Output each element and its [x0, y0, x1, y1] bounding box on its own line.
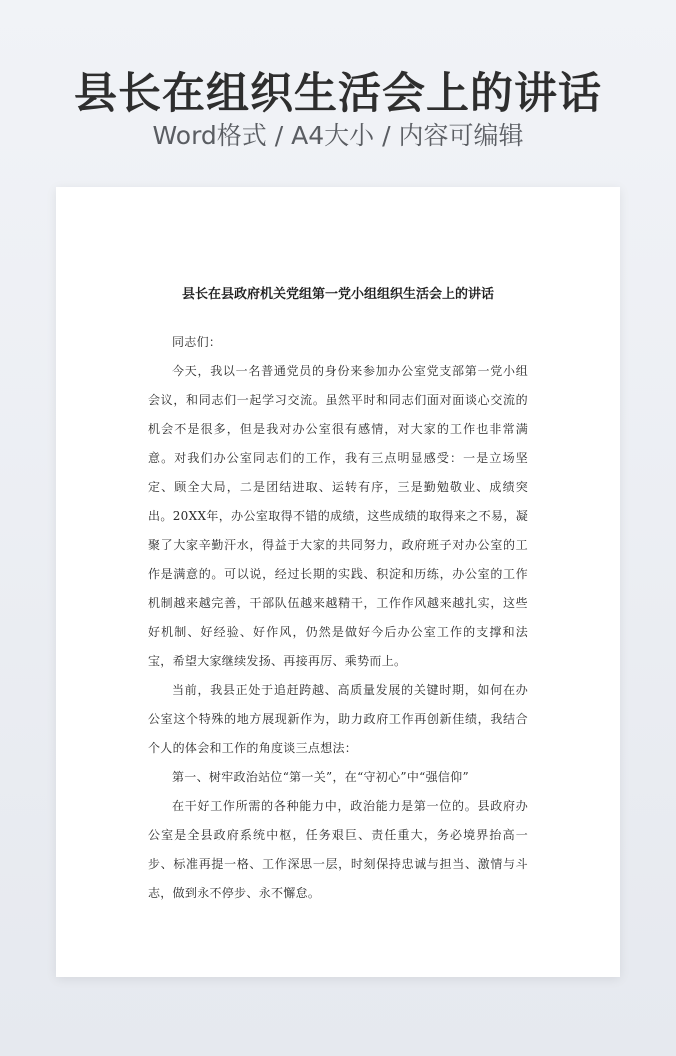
- document-body: [148, 328, 528, 908]
- salutation-paragraph: 同志们：: [172, 335, 222, 349]
- body-paragraph: 当前，我县正处于追赶跨越、高质量发展的关键时期，如何在办公室这个特殊的地方展现新作为，助力政府工作再创新佳绩，我结合个人的体会和工作的角度谈三点想法：: [148, 683, 528, 755]
- document-title: 县长在县政府机关党组第一党小组组织生活会上的讲话: [181, 287, 494, 302]
- page-subtitle: Word格式 / A4大小 / 内容可编辑: [152, 121, 524, 150]
- document-page: [56, 187, 620, 977]
- page-title: 县长在组织生活会上的讲话: [74, 69, 602, 119]
- body-paragraph: 今天，我以一名普通党员的身份来参加办公室党支部第一党小组会议，和同志们一起学习交流。虽然平时和同志们面对面谈心交流的机会不是很多，但是我对办公室很有感情，对大家的工作也非常满意。对我们办公室同志们的工作，我有三点明显感受：一是立场坚定、顾全大局，二是团结进取、运转有序，三是勤勉敬业、成绩突出。20XX年，办公室取得不错的成绩，这些成绩的取得来之不易，凝聚了大家辛勤汗水，得益于大家的共同努力，政府班子对办公室的工作是满意的。可以说，经过长期的实践、积淀和历练，办公室的工作机制越来越完善，干部队伍越来越精干，工作作风越来越扎实，这些好机制、好经验、好作风，仍然是做好今后办公室工作的支撑和法宝，希望大家继续发扬、再接再厉、乘势而上。: [148, 364, 528, 668]
- section-heading: 第一、树牢政治站位“第一关”，在“守初心”中“强信仰”: [172, 770, 469, 784]
- body-paragraph: 在干好工作所需的各种能力中，政治能力是第一位的。县政府办公室是全县政府系统中枢，任务艰巨、责任重大，务必境界抬高一步、标准再提一格、工作深思一层，时刻保持忠诚与担当、激情与斗志，做到永不停步、永不懈怠。: [148, 799, 528, 900]
